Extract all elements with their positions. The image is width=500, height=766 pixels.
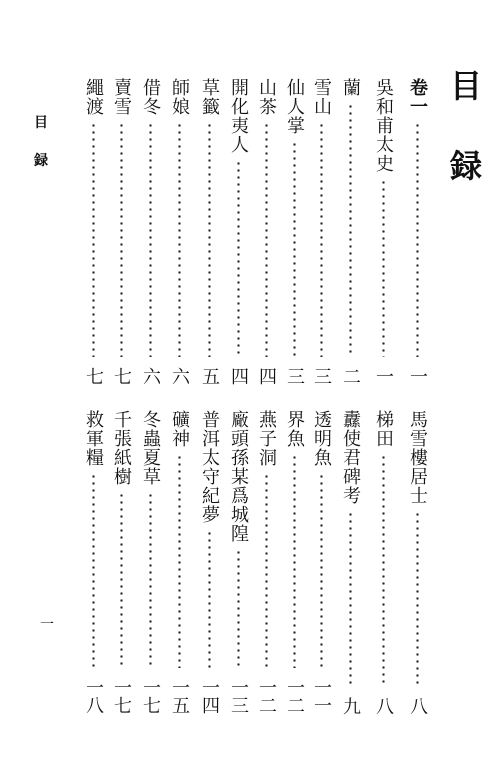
toc-entry-leader (349, 511, 352, 687)
toc-entry-leader (416, 511, 419, 687)
toc-entry[interactable] (84, 410, 104, 716)
running-head-char-2: 録 (34, 153, 48, 169)
toc-entry[interactable] (374, 410, 394, 716)
toc-entry-page: 三 (311, 367, 332, 385)
toc-entry-title: 界魚 (284, 410, 305, 448)
toc-entry-leader (92, 473, 95, 668)
toc-entry[interactable] (170, 78, 190, 386)
toc-entry-page: 四 (256, 367, 277, 385)
toc-entry-leader (149, 492, 152, 668)
toc-volume-label-leader (416, 122, 419, 357)
toc-entry[interactable] (200, 78, 220, 386)
toc-entry[interactable] (112, 78, 132, 386)
toc-entry[interactable] (285, 78, 305, 386)
running-head-char-1: 目 (34, 115, 48, 131)
page-number: 一 (40, 617, 54, 633)
toc-entry-title: 開化夷人 (228, 78, 249, 154)
toc-entry-leader (92, 122, 95, 357)
toc-volume-label-page: 一 (407, 367, 428, 385)
toc-entry-page: 七 (83, 367, 104, 385)
toc-entry-page: 一八 (83, 678, 104, 714)
toc-entry-page: 一二 (284, 678, 305, 714)
toc-entry-leader (265, 473, 268, 668)
toc-entry-title: 吳和甫太史 (373, 78, 394, 173)
toc-entry-title: 借冬 (140, 78, 161, 116)
toc-entry-leader (320, 122, 323, 357)
toc-entry-page: 五 (199, 367, 220, 385)
toc-entry-page: 六 (140, 367, 161, 385)
toc-entry-leader (237, 549, 240, 668)
toc-entry[interactable] (257, 78, 277, 386)
toc-entry-page: 三 (284, 367, 305, 385)
toc-entry[interactable] (200, 410, 220, 716)
toc-entry-page: 一四 (199, 678, 220, 714)
toc-entry[interactable] (341, 78, 361, 386)
toc-entry-page: 一二 (256, 678, 277, 714)
toc-entry-leader (120, 492, 123, 668)
toc-entry-title: 廠頭孫某爲城隍 (228, 410, 249, 543)
toc-entry-title: 纛使君碑考 (340, 410, 361, 505)
toc-entry-title: 賣雪 (111, 78, 132, 116)
toc-entry-page: 一七 (111, 678, 132, 714)
toc-entry-leader (208, 530, 211, 668)
toc-entry[interactable] (341, 410, 361, 716)
toc-entry-leader (120, 122, 123, 357)
toc-entry-title: 蘭 (340, 78, 361, 97)
toc-entry-page: 一一 (311, 678, 332, 714)
toc-entry-page: 二 (340, 367, 361, 385)
toc-volume-label-title: 卷一 (407, 78, 428, 116)
toc-entry-leader (382, 179, 385, 357)
toc-entry-page: 七 (111, 367, 132, 385)
toc-entry-leader (208, 122, 211, 357)
toc-entry-title: 繩渡 (83, 78, 104, 116)
toc-entry-leader (320, 473, 323, 668)
toc-entry[interactable] (285, 410, 305, 716)
toc-entry-page: 四 (228, 367, 249, 385)
toc-entry-page: 九 (340, 697, 361, 715)
toc-entry-title: 救軍糧 (83, 410, 104, 467)
toc-entry-leader (293, 141, 296, 357)
toc-entry[interactable] (229, 78, 249, 386)
toc-entry-page: 一三 (228, 678, 249, 714)
toc-entry-page: 八 (373, 697, 394, 715)
toc-entry-leader (265, 122, 268, 357)
toc-entry-title: 透明魚 (311, 410, 332, 467)
toc-entry[interactable] (170, 410, 190, 716)
toc-entry-title: 普洱太守紀夢 (199, 410, 220, 524)
toc-entry-page: 八 (407, 697, 428, 715)
toc-title-char-2: 録 (450, 147, 483, 185)
toc-entry-leader (293, 454, 296, 668)
toc-entry-title: 草籤 (199, 78, 220, 116)
toc-entry-leader (149, 122, 152, 357)
toc-entry-page: 一七 (140, 678, 161, 714)
toc-entry-title: 雪山 (311, 78, 332, 116)
toc-entry-title: 師娘 (169, 78, 190, 116)
toc-entry-page: 六 (169, 367, 190, 385)
toc-entry[interactable] (312, 410, 332, 716)
toc-entry[interactable] (312, 78, 332, 386)
toc-entry-title: 梯田 (373, 410, 394, 448)
toc-entry-title: 燕子洞 (256, 410, 277, 467)
toc-entry-page: 一五 (169, 678, 190, 714)
toc-entry[interactable] (141, 410, 161, 716)
toc-entry-page: 一 (373, 367, 394, 385)
toc-entry-title: 千張紙樹 (111, 410, 132, 486)
toc-entry[interactable] (84, 78, 104, 386)
toc-entry-leader (382, 454, 385, 687)
toc-entry-title: 山茶 (256, 78, 277, 116)
toc-entry-leader (237, 160, 240, 357)
toc-title-char-1: 目 (450, 67, 483, 105)
toc-entry-leader (349, 103, 352, 357)
toc-entry[interactable] (408, 410, 428, 716)
toc-entry-title: 礦神 (169, 410, 190, 448)
toc-entry[interactable] (229, 410, 249, 716)
toc-entry[interactable] (257, 410, 277, 716)
toc-entry-leader (178, 122, 181, 357)
toc-entry-title: 仙人掌 (284, 78, 305, 135)
toc-volume-label[interactable] (408, 78, 428, 386)
toc-entry[interactable] (141, 78, 161, 386)
toc-entry-title: 馬雪樓居士 (407, 410, 428, 505)
toc-entry[interactable] (374, 78, 394, 386)
toc-entry-title: 冬蟲夏草 (140, 410, 161, 486)
toc-entry[interactable] (112, 410, 132, 716)
toc-entry-leader (178, 454, 181, 668)
